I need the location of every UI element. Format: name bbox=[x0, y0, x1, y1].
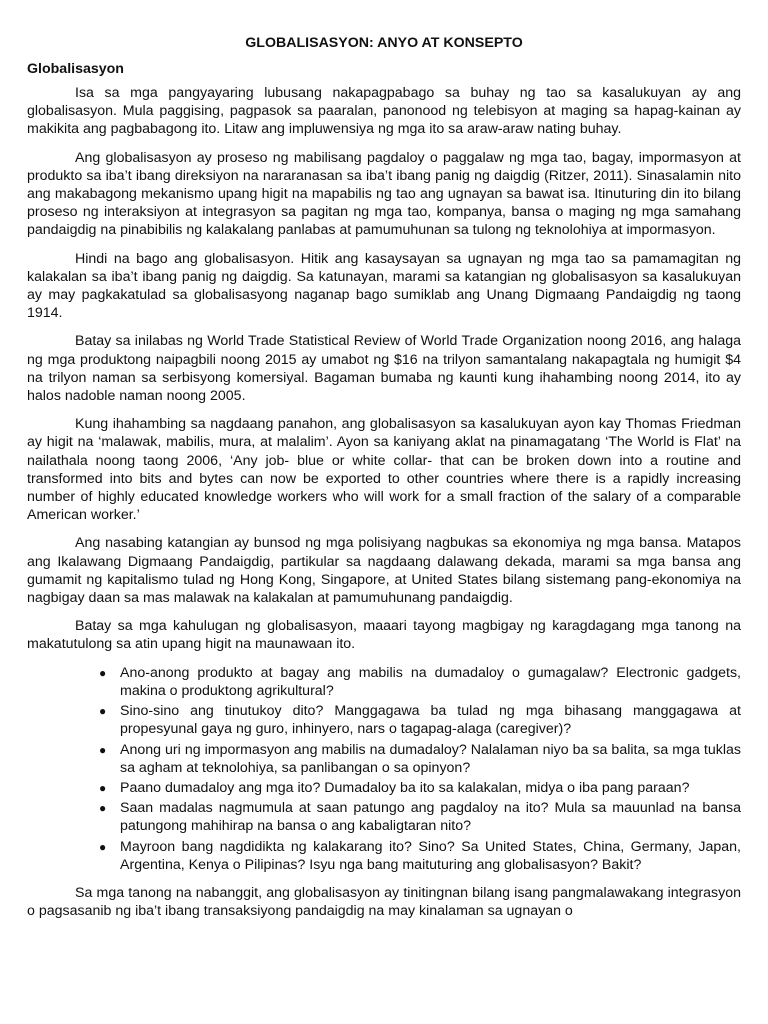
list-item-text: Paano dumadaloy ang mga ito? Dumadaloy ba ito sa kalakalan, midya o iba pang paraan? bbox=[120, 779, 690, 796]
list-item-text: Anong uri ng impormasyon ang mabilis na dumadaloy? Nalalaman niyo ba sa balita, sa mga tuklas sa agham at teknolohiya, sa panlibangan o sa opinyon? bbox=[120, 741, 741, 776]
list-item-text: Mayroon bang nagdidikta ng kalakarang ito? Sino? Sa United States, China, Germany, Japan, Argentina, Kenya o Pilipinas? Isyu nga bang maituturing ang globalisasyon? Bakit? bbox=[120, 838, 741, 873]
bullet-dot-icon: ● bbox=[99, 704, 107, 719]
paragraph-5: Kung ihahambing sa nagdaang panahon, ang globalisasyon sa kasalukuyan ayon kay Thomas Friedman ay higit na ‘malawak, mabilis, mura, at malalim’. Ayon sa kaniyang aklat na pinamagatang ‘The World is Flat’ na nailathala noong taong 2006, ‘Any job- blue or white collar- that can be broken down into a routine and transformed into bits and bytes can now be exported to other countries where there is a rapidly increasing number of highly educated knowledge workers who will work for a small fraction of the salary of a comparable American worker.’ bbox=[27, 416, 741, 524]
bullet-dot-icon: ● bbox=[99, 742, 107, 757]
paragraph-7: Batay sa mga kahulugan ng globalisasyon, maaari tayong magbigay ng karagdagang mga tanong na makatutulong sa atin upang higit na maunawaan ito. bbox=[27, 618, 741, 653]
bullet-dot-icon: ● bbox=[99, 665, 107, 680]
bullet-dot-icon: ● bbox=[99, 801, 107, 816]
paragraph-1: Isa sa mga pangyayaring lubusang nakapagpabago sa buhay ng tao sa kasalukuyan ay ang globalisasyon. Mula paggising, pagpasok sa paaralan, panonood ng telebisyon at maging sa hapag-kainan ay makikita ang pagbabagong ito. Litaw ang impluwensiya ng mga ito sa araw-araw nating buhay. bbox=[27, 85, 741, 138]
bullet-dot-icon: ● bbox=[99, 839, 107, 854]
list-item bbox=[99, 799, 741, 835]
paragraph-6: Ang nasabing katangian ay bunsod ng mga polisiyang nagbukas sa ekonomiya ng mga bansa. Matapos ang Ikalawang Digmaang Pandaigdig, partikular sa nagdaang dalawang dekada, marami sa mga bansa ang gumamit ng kapitalismo tulad ng Hong Kong, Singapore, at United States bilang sistemang pang-ekonomiya na nagbigay daan sa mas malawak na kalakalan at pamumuhunang pandaigdig. bbox=[27, 535, 741, 607]
paragraph-2: Ang globalisasyon ay proseso ng mabilisang pagdaloy o paggalaw ng mga tao, bagay, impormasyon at produkto sa iba’t ibang direksiyon na nararanasan sa iba’t ibang panig ng daigdig (Ritzer, 2011). Sinasalamin nito ang makabagong mekanismo upang higit na mapabilis ng tao ang ugnayan sa bawat isa. Itinuturing din ito bilang proseso ng interaksiyon at integrasyon sa pagitan ng mga tao, kompanya, bansa o maging ng mga samahang pandaigdig na pinabibilis ng kalakalang panlabas at pamumuhunan sa tulong ng teknolohiya at impormasyon. bbox=[27, 149, 741, 239]
list-item bbox=[99, 838, 741, 874]
bullet-dot-icon: ● bbox=[99, 780, 107, 795]
paragraph-3: Hindi na bago ang globalisasyon. Hitik ang kasaysayan sa ugnayan ng mga tao sa pamamagitan ng kalakalan sa iba’t ibang panig ng daigdig. Sa katunayan, marami sa katangian ng globalisasyon sa kasalukuyan ay may pagkakatulad sa globalisasyong naganap bago sumiklab ang Unang Digmaang Pandaigdig ng taong 1914. bbox=[27, 250, 741, 322]
section-heading: Globalisasyon bbox=[27, 61, 124, 77]
closing-paragraph: Sa mga tanong na nabanggit, ang globalisasyon ay tinitingnan bilang isang pangmalawakang integrasyon o pagsasanib ng iba’t ibang transaksiyong pandaigdig na may kinalaman sa ugnayan o bbox=[27, 884, 741, 920]
document-title: GLOBALISASYON: ANYO AT KONSEPTO bbox=[245, 35, 523, 51]
list-item bbox=[99, 702, 741, 738]
list-item bbox=[99, 741, 741, 777]
list-item-text: Saan madalas nagmumula at saan patungo ang pagdaloy na ito? Mula sa mauunlad na bansa patungong mahihirap na bansa o ang kabaligtaran nito? bbox=[120, 800, 741, 835]
list-item-text: Ano-anong produkto at bagay ang mabilis na dumadaloy o gumagalaw? Electronic gadgets, makina o produktong agrikultural? bbox=[120, 664, 741, 699]
list-item bbox=[99, 779, 741, 797]
question-list bbox=[27, 664, 741, 874]
list-item bbox=[99, 664, 741, 700]
list-item-text: Sino-sino ang tinutukoy dito? Manggagawa ba tulad ng mga bihasang manggagawa at propesyunal gaya ng guro, inhinyero, nars o tagapag-alaga (caregiver)? bbox=[120, 703, 741, 738]
paragraph-4: Batay sa inilabas ng World Trade Statistical Review of World Trade Organization noong 2016, ang halaga ng mga produktong naipagbili noong 2015 ay umabot ng $16 na trilyon samantalang nakapagtala ng humigit $4 na trilyon naman sa serbisyong komersiyal. Bagaman bumaba ng kaunti kung ihahambing noong 2014, ito ay halos nadoble naman noong 2005. bbox=[27, 333, 741, 405]
